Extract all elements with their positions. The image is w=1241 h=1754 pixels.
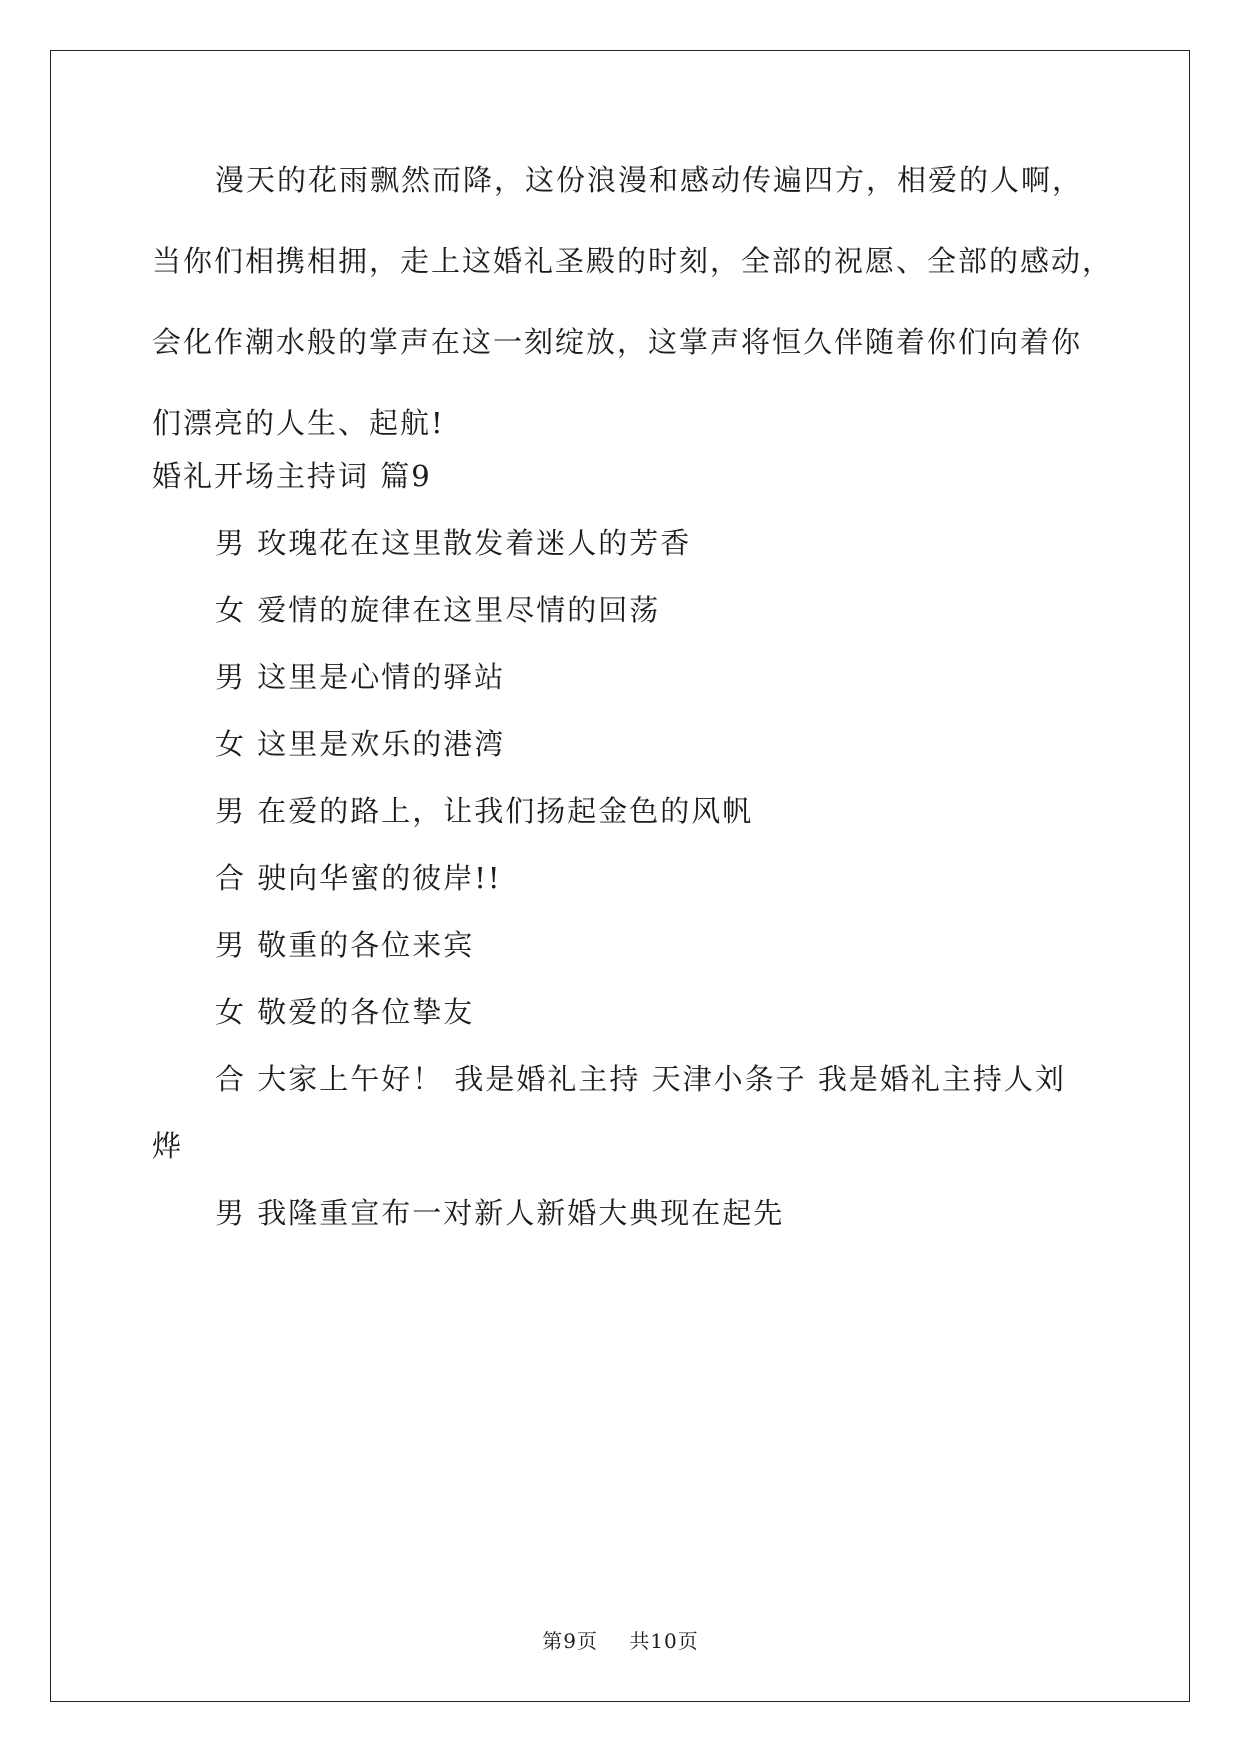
paragraph-line: 漫天的花雨飘然而降，这份浪漫和感动传遍四方，相爱的人啊， [215,163,1084,197]
dialogue-line-continuation: 烨 [152,1129,184,1163]
dialogue-line: 男 在爱的路上，让我们扬起金色的风帆 [215,794,754,828]
paragraph-line: 们漂亮的人生、起航! [152,406,445,440]
paragraph-line: 会化作潮水般的掌声在这一刻绽放，这掌声将恒久伴随着你们向着你 [152,325,1083,359]
page-footer [0,1625,1241,1654]
dialogue-line: 女 爱情的旋律在这里尽情的回荡 [215,593,661,627]
dialogue-line: 合 大家上午好！ 我是婚礼主持 天津小条子 我是婚礼主持人刘 [215,1062,1066,1096]
page-number: 第9页 [542,1629,598,1653]
page-total: 共10页 [629,1629,699,1653]
dialogue-line: 男 这里是心情的驿站 [215,660,506,694]
dialogue-line: 女 这里是欢乐的港湾 [215,727,506,761]
section-title: 婚礼开场主持词 篇9 [152,459,432,493]
dialogue-line: 合 驶向华蜜的彼岸!! [215,861,502,895]
dialogue-line: 男 玫瑰花在这里散发着迷人的芳香 [215,526,692,560]
dialogue-line: 男 敬重的各位来宾 [215,928,475,962]
document-body [152,160,1114,1233]
dialogue-line: 女 敬爱的各位挚友 [215,995,475,1029]
paragraph-line: 当你们相携相拥，走上这婚礼圣殿的时刻，全部的祝愿、全部的感动， [152,244,1114,278]
dialogue-line: 男 我隆重宣布一对新人新婚大典现在起先 [215,1196,785,1230]
